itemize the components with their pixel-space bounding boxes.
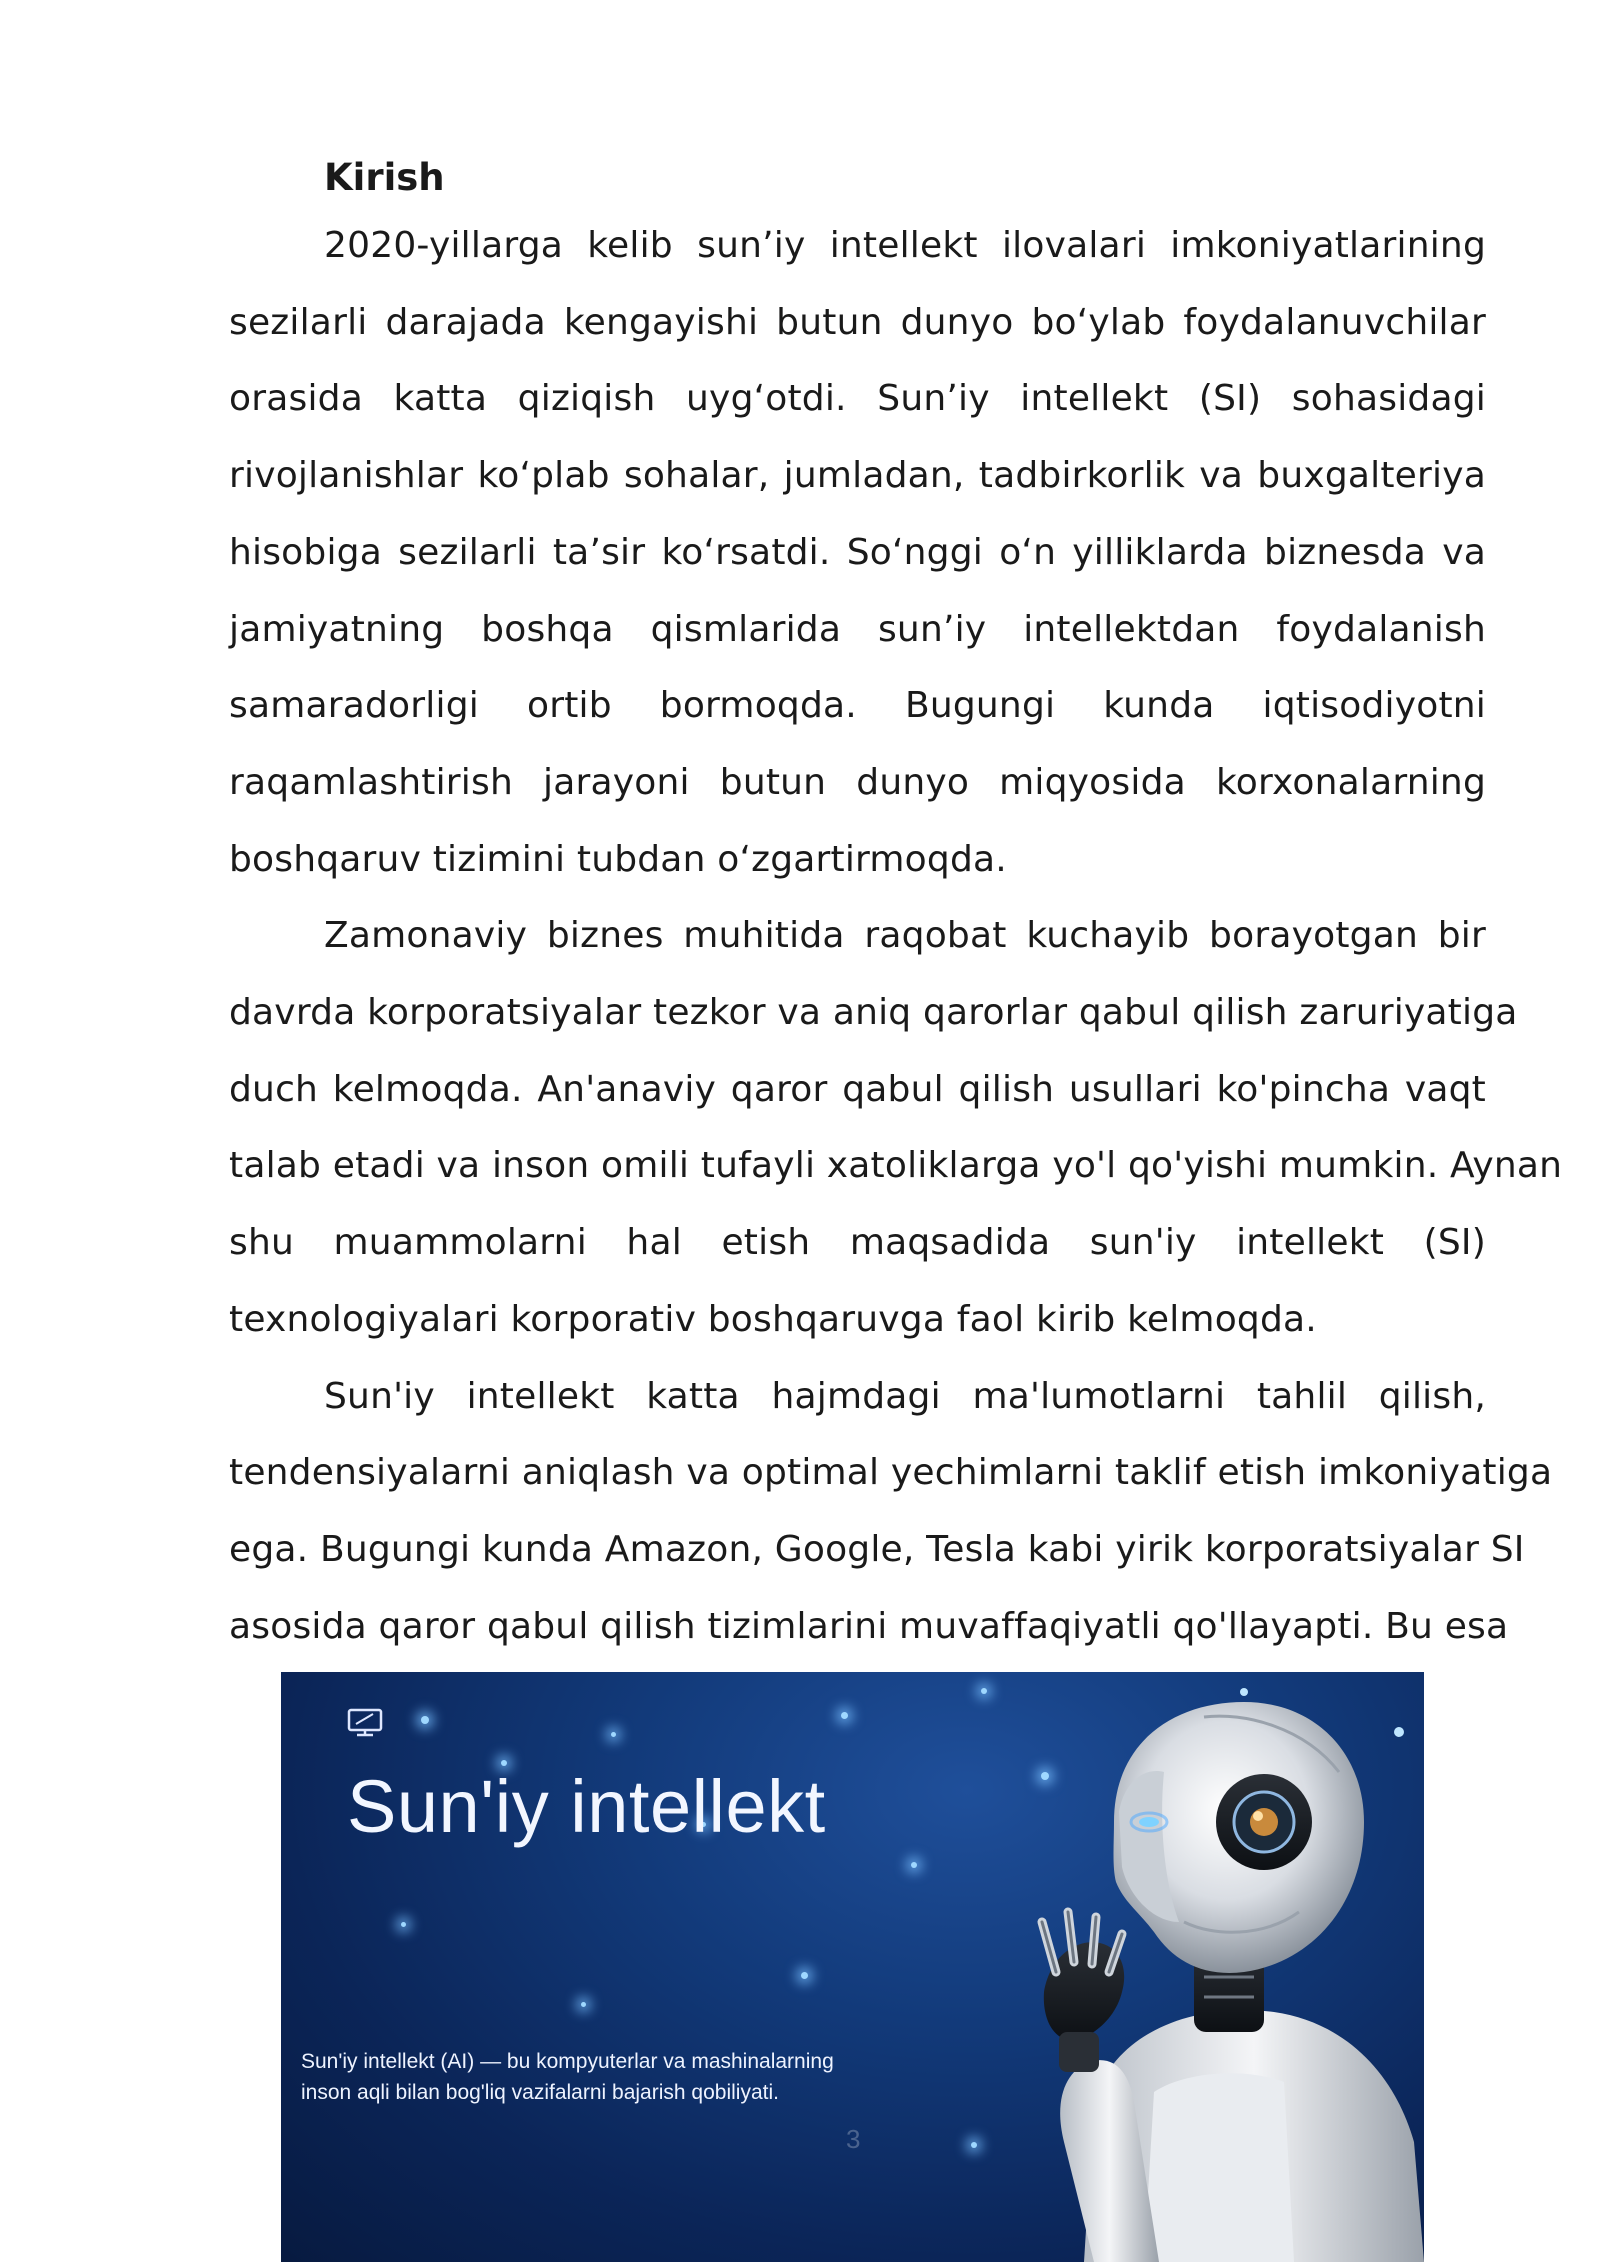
paragraph-line: tendensiyalarni aniqlash va optimal yechimlarni taklif etish imkoniyatiga <box>229 1452 1553 1494</box>
paragraph-line: texnologiyalari korporativ boshqaruvga faol kirib kelmoqda. <box>229 1298 1317 1340</box>
ai-illustration <box>281 1672 1424 2262</box>
paragraph-line: hisobiga sezilarli ta’sir ko‘rsatdi. So‘nggi o‘n yilliklarda biznesda va <box>229 531 1486 573</box>
paragraph-1 <box>229 208 1486 898</box>
paragraph-line: boshqaruv tizimini tubdan o‘zgartirmoqda. <box>229 838 1007 880</box>
particle-dot <box>401 1922 406 1927</box>
paragraph-line: talab etadi va inson omili tufayli xatoliklarga yo'l qo'yishi mumkin. Aynan <box>229 1145 1563 1187</box>
paragraph-line: 2020-yillarga kelib sun’iy intellekt ilovalari imkoniyatlarining <box>324 225 1486 266</box>
section-heading: Kirish <box>324 156 445 199</box>
paragraph-line: shu muammolarni hal etish maqsadida sun'iy intellekt (SI) <box>229 1222 1486 1264</box>
paragraph-line: davrda korporatsiyalar tezkor va aniq qarorlar qabul qilish zaruriyatiga <box>229 992 1518 1034</box>
paragraph-line: duch kelmoqda. An'anaviy qaror qabul qilish usullari ko'pincha vaqt <box>229 1068 1486 1110</box>
paragraph-line: jamiyatning boshqa qismlarida sun’iy intellektdan foydalanish <box>229 608 1486 650</box>
particle-dot <box>421 1716 429 1724</box>
page-number: 3 <box>846 2124 861 2154</box>
particle-dot <box>581 2002 586 2007</box>
paragraph-2 <box>229 898 1563 1358</box>
body-text <box>229 148 1563 1665</box>
paragraph-line: raqamlashtirish jarayoni butun dunyo miqyosida korxonalarning <box>229 761 1486 803</box>
robot-figure <box>944 1672 1424 2262</box>
paragraph-line: ega. Bugungi kunda Amazon, Google, Tesla kabi yirik korporatsiyalar SI <box>229 1528 1525 1570</box>
particle-dot <box>841 1712 848 1719</box>
monitor-icon <box>347 1708 383 1738</box>
paragraph-line: asosida qaror qabul qilish tizimlarini muvaffaqiyatli qo'llayapti. Bu esa <box>229 1605 1509 1647</box>
illustration-caption <box>301 2046 1001 2108</box>
caption-line: inson aqli bilan bog'liq vazifalarni bajarish qobiliyati. <box>301 2081 779 2104</box>
particle-dot <box>611 1732 616 1737</box>
paragraph-line: rivojlanishlar ko‘plab sohalar, jumladan, tadbirkorlik va buxgalteriya <box>229 455 1486 497</box>
particle-dot <box>801 1972 808 1979</box>
paragraph-line: Zamonaviy biznes muhitida raqobat kuchayib borayotgan bir <box>324 915 1486 957</box>
caption-line: Sun'iy intellekt (AI) — bu kompyuterlar va mashinalarning <box>301 2050 834 2073</box>
paragraph-3 <box>229 1359 1553 1666</box>
particle-dot <box>911 1862 917 1868</box>
paragraph-line: sezilarli darajada kengayishi butun dunyo bo‘ylab foydalanuvchilar <box>229 301 1486 343</box>
paragraph-line: orasida katta qiziqish uyg‘otdi. Sun’iy intellekt (SI) sohasidagi <box>229 378 1486 420</box>
paragraph-line: samaradorligi ortib bormoqda. Bugungi kunda iqtisodiyotni <box>229 685 1486 727</box>
illustration-title: Sun'iy intellekt <box>347 1765 826 1848</box>
paragraph-line: Sun'iy intellekt katta hajmdagi ma'lumotlarni tahlil qilish, <box>324 1375 1486 1417</box>
